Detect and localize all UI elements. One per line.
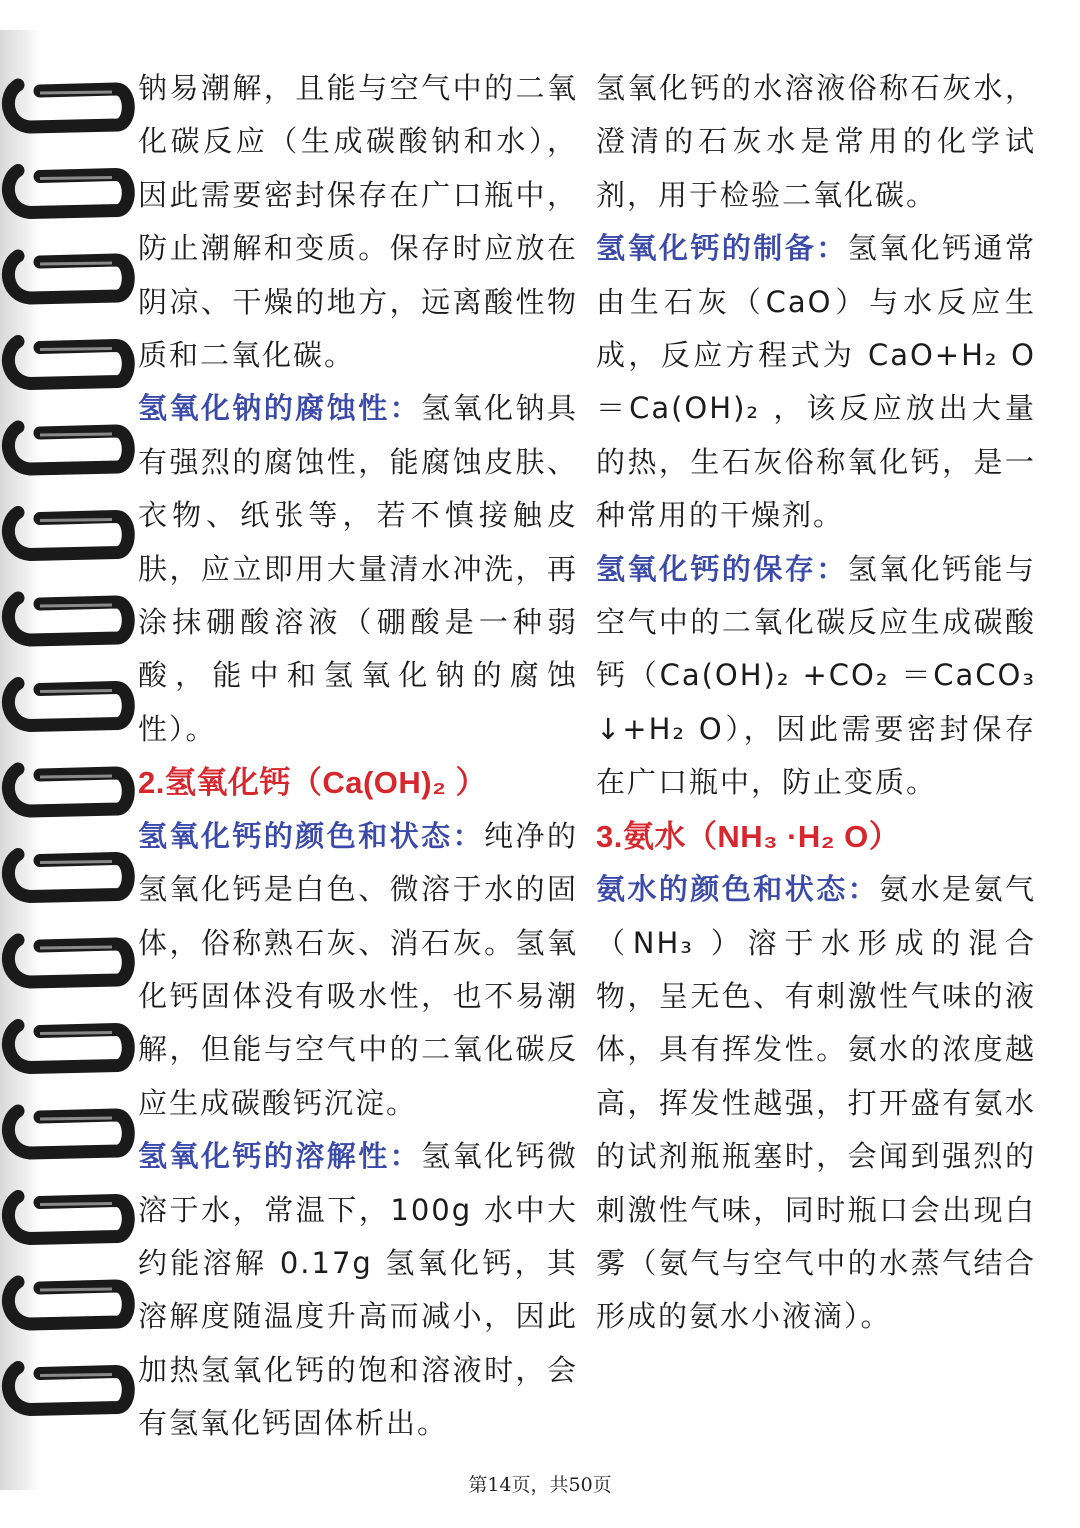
spiral-ring-highlight	[40, 178, 112, 179]
spiral-ring-highlight	[40, 434, 112, 435]
paragraph	[138, 810, 578, 1130]
section-text: 氢氧化钠具有强烈的腐蚀性，能腐蚀皮肤、衣物、纸张等，若不慎接触皮肤，应立即用大量清水冲洗，再涂抹硼酸溶液（硼酸是一种弱酸，能中和氢氧化钠的腐蚀性）。	[138, 391, 578, 746]
spiral-ring-highlight	[40, 349, 112, 350]
spiral-ring-highlight	[40, 1204, 112, 1205]
section-label: 氢氧化钙的制备：	[596, 231, 848, 266]
page-footer: 第14页，共50页	[468, 1474, 612, 1496]
paragraph	[596, 863, 1036, 1344]
spiral-ring-highlight	[40, 862, 112, 863]
section-text: 氢氧化钙能与空气中的二氧化碳反应生成碳酸钙（Ca(OH)₂ +CO₂ ＝CaCO₃ ↓+H₂ O），因此需要密封保存在广口瓶中，防止变质。	[596, 551, 1036, 800]
paragraph	[138, 382, 578, 756]
spiral-ring-highlight	[40, 776, 112, 777]
section-text: 氢氧化钙微溶于水，常温下，100g 水中大约能溶解 0.17g 氢氧化钙，其溶解度随温度升高而减小，因此加热氢氧化钙的饱和溶液时，会有氢氧化钙固体析出。	[138, 1139, 578, 1441]
section-label: 氢氧化钙的保存：	[596, 551, 848, 586]
spiral-ring-highlight	[40, 263, 112, 264]
spiral-ring-highlight	[40, 92, 112, 93]
section-text: 纯净的氢氧化钙是白色、微溶于水的固体，俗称熟石灰、消石灰。氢氧化钙固体没有吸水性，也不易潮解，但能与空气中的二氧化碳反应生成碳酸钙沉淀。	[138, 818, 578, 1120]
spiral-ring-highlight	[40, 1118, 112, 1119]
spiral-ring-highlight	[40, 605, 112, 606]
left-column	[138, 62, 578, 1451]
paragraph	[596, 543, 1036, 810]
spiral-ring-highlight	[40, 947, 112, 948]
spiral-ring-highlight	[40, 520, 112, 521]
spiral-ring-highlight	[40, 1375, 112, 1376]
section-label: 氢氧化钙的溶解性：	[138, 1139, 422, 1174]
section-label: 氢氧化钠的腐蚀性：	[138, 391, 422, 426]
paragraph: 氢氧化钙的水溶液俗称石灰水，澄清的石灰水是常用的化学试剂，用于检验二氧化碳。	[596, 71, 1036, 212]
paragraph	[138, 1130, 578, 1450]
spiral-ring-highlight	[40, 1289, 112, 1290]
right-column	[596, 62, 1036, 1344]
spiral-ring-highlight	[40, 1033, 112, 1034]
section-label: 氢氧化钙的颜色和状态：	[138, 818, 485, 853]
section-heading: 3.氨水（NH₃ ·H₂ O）	[596, 818, 901, 854]
spiral-ring-highlight	[40, 691, 112, 692]
paragraph	[596, 222, 1036, 542]
section-heading: 2.氢氧化钙（Ca(OH)₂ ）	[138, 765, 488, 801]
section-text: 氨水是氨气（NH₃ ）溶于水形成的混合物，呈无色、有刺激性气味的液体，具有挥发性。氨水的浓度越高，挥发性越强，打开盛有氨水的试剂瓶瓶塞时，会闻到强烈的刺激性气味，同时瓶口会出现白雾（氨气与空气中的水蒸气结合形成的氨水小液滴）。	[596, 872, 1036, 1334]
section-label: 氨水的颜色和状态：	[596, 872, 880, 907]
section-text: 氢氧化钙通常由生石灰（CaO）与水反应生成，反应方程式为 CaO+H₂ O＝Ca(OH)₂ ，该反应放出大量的热，生石灰俗称氧化钙，是一种常用的干燥剂。	[596, 231, 1036, 533]
paragraph: 钠易潮解，且能与空气中的二氧化碳反应（生成碳酸钠和水），因此需要密封保存在广口瓶中，防止潮解和变质。保存时应放在阴凉、干燥的地方，远离酸性物质和二氧化碳。	[138, 71, 578, 373]
spiral-binding	[0, 40, 135, 1480]
